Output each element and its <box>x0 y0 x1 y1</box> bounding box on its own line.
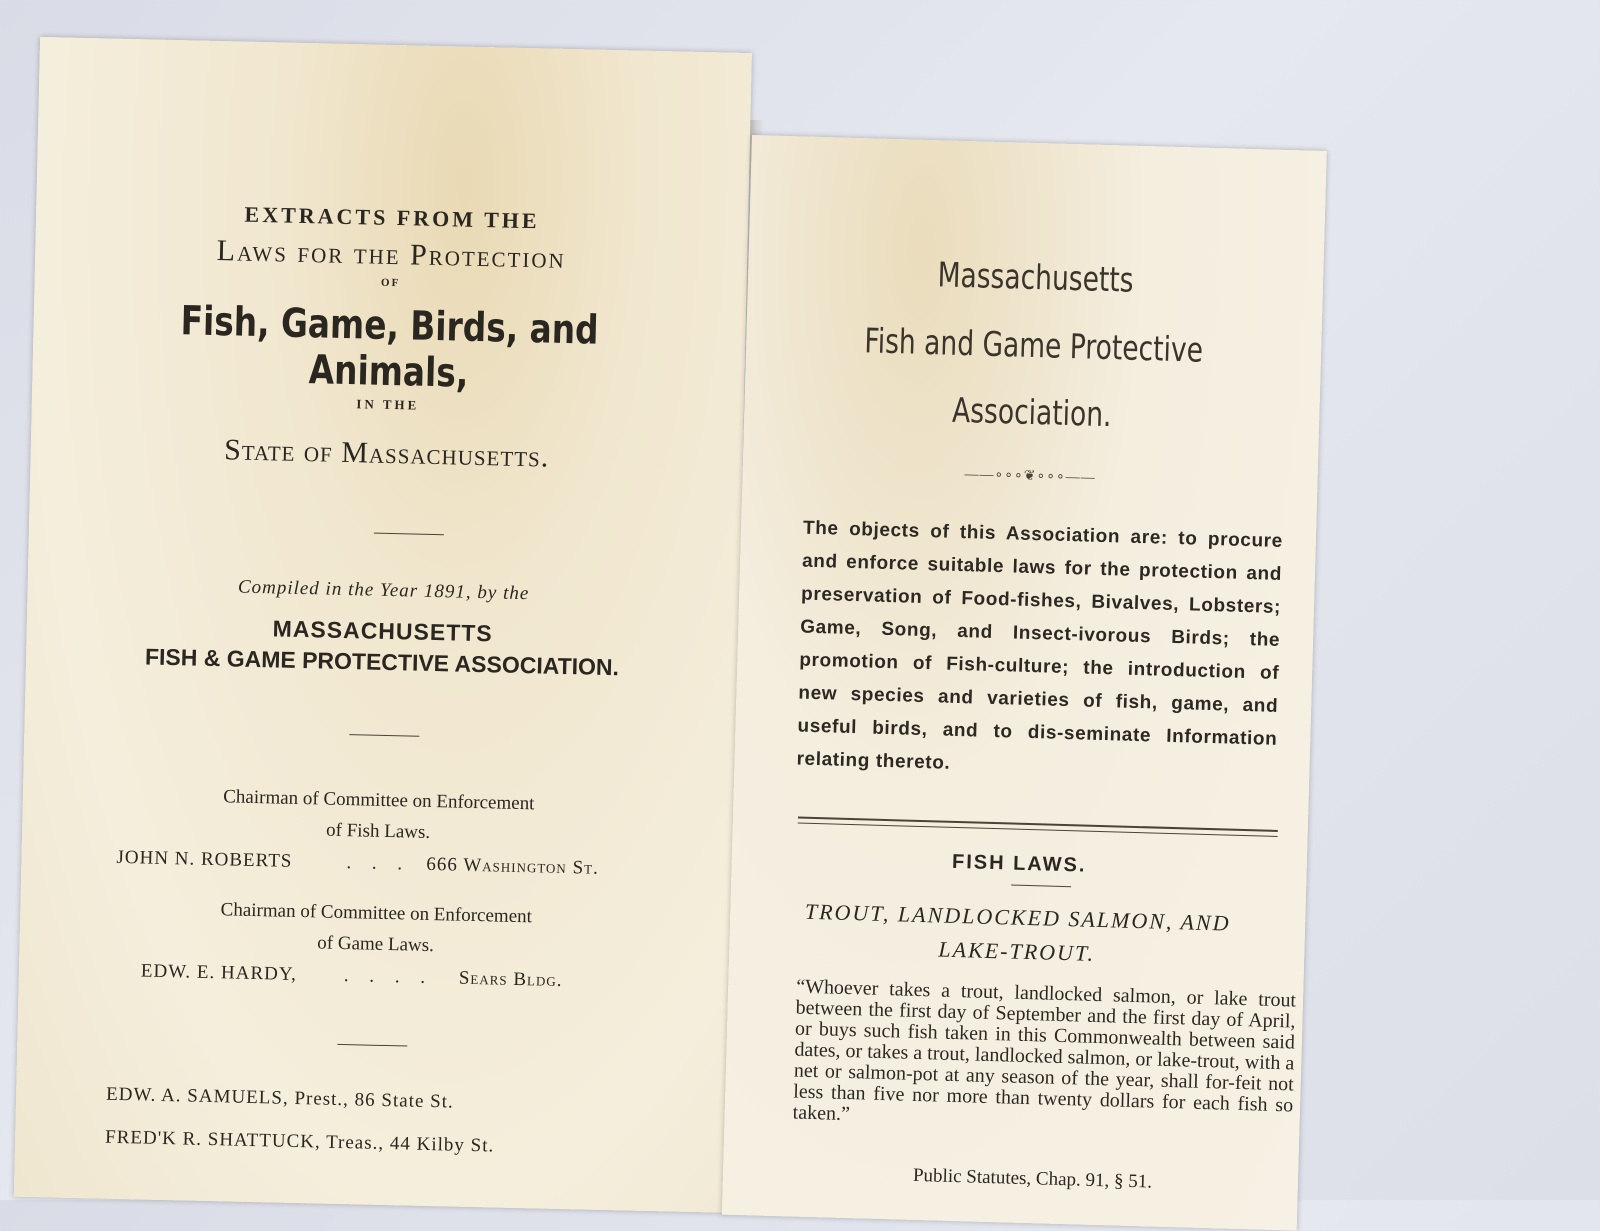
game-committee-subtitle: of Game Laws. <box>317 932 435 957</box>
right-page <box>722 135 1327 1231</box>
roberts-name: JOHN N. ROBERTS <box>116 846 293 872</box>
extracts-heading: EXTRACTS FROM THE <box>244 201 540 234</box>
roberts-leader-dots: . . . <box>346 852 411 875</box>
treasurer-line: FRED'K R. SHATTUCK, Treas., 44 Kilby St. <box>104 1126 495 1157</box>
divider-rule <box>1011 885 1071 888</box>
compiled-line: Compiled in the Year 1891, by the <box>237 576 530 605</box>
divider-rule <box>337 1044 407 1047</box>
in-the-word: IN THE <box>356 396 420 413</box>
roberts-address: 666 Washington St. <box>426 853 600 879</box>
game-committee-title: Chairman of Committee on Enforcement <box>220 899 533 928</box>
association-title-line3: Association. <box>951 390 1113 436</box>
hardy-leader-dots: . . . . <box>343 965 434 989</box>
trout-law-quote: “Whoever takes a trout, landlocked salmon, or lake trout between the first day of September and the first day of April, or buys such fish taken in this Commonwealth between said dates, or takes a trout, landlocked salmon, or lake-trout, with a net or salmon-pot at any season of the year, shall for-feit not less than five nor more than twenty dollars for each fish so taken.” <box>792 975 1297 1126</box>
association-name-line1: MASSACHUSETTS <box>272 615 493 647</box>
hardy-name: EDW. E. HARDY, <box>140 960 298 985</box>
objects-paragraph: The objects of this Association are: to procure and enforce suitable laws for the protection and preservation of Food-fishes, Bivalves, Lobsters; Game, Song, and Insect-ivorous Birds; the promotion of Fish-culture; the introduction of new species and varieties of fish, game, and useful birds, and to dis-seminate Information relating thereto. <box>796 517 1284 774</box>
fish-committee-title: Chairman of Committee on Enforcement <box>223 786 535 815</box>
trout-heading-line2: LAKE-TROUT. <box>938 936 1096 966</box>
main-title: Fish, Game, Birds, and Animals, <box>180 298 600 397</box>
president-line: EDW. A. SAMUELS, Prest., 86 State St. <box>105 1083 454 1113</box>
laws-title: Laws for the Protection <box>216 233 567 275</box>
trout-heading-line1: TROUT, LANDLOCKED SALMON, AND <box>804 898 1231 936</box>
divider-rule <box>374 533 444 536</box>
divider-rule <box>349 734 419 737</box>
ornament-divider: ——∘∘∘❦∘∘∘—— <box>964 467 1096 486</box>
association-name-line2: FISH & GAME PROTECTIVE ASSOCIATION. <box>144 643 620 681</box>
state-title: State of Massachusetts. <box>223 433 550 474</box>
hardy-address: Sears Bldg. <box>458 967 563 992</box>
association-title-line1: Massachusetts <box>937 255 1135 301</box>
of-word: OF <box>380 276 401 290</box>
left-page <box>14 37 752 1213</box>
fish-laws-heading: FISH LAWS. <box>951 850 1087 877</box>
association-title-line2: Fish and Game Protective <box>863 321 1204 371</box>
fish-committee-subtitle: of Fish Laws. <box>325 819 431 843</box>
statutes-citation: Public Statutes, Chap. 91, § 51. <box>912 1164 1153 1193</box>
